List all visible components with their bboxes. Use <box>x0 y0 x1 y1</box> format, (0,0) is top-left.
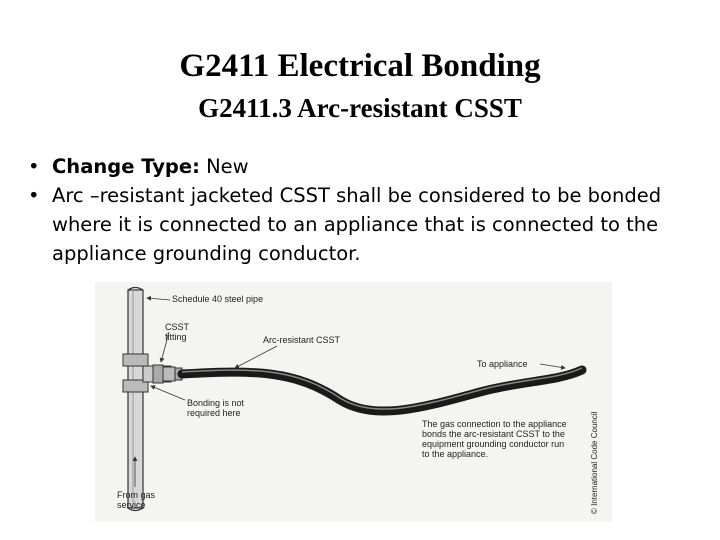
note-line-4: to the appliance. <box>422 449 489 459</box>
bullet-text: Arc –resistant jacketed CSST shall be considered to be bonded where it is connected to an appliance that is connected to the appliance grounding conductor. <box>52 184 662 265</box>
source-label-1: From gas <box>117 490 156 500</box>
source-label-2: service <box>117 500 146 510</box>
copyright-label: © International Code Council <box>590 411 599 514</box>
bullet-list <box>28 152 668 268</box>
pipe-leader <box>147 298 170 300</box>
csst-leader <box>235 346 277 368</box>
diagram-svg <box>95 282 612 522</box>
bullet-text: New <box>199 155 249 178</box>
csst-label: Arc-resistant CSST <box>263 335 341 345</box>
bonding-label-2: required here <box>187 408 241 418</box>
bullet-label: Change Type: <box>52 155 200 178</box>
slide-title: G2411 Electrical Bonding <box>179 48 541 84</box>
note-line-3: equipment grounding conductor run <box>422 439 565 449</box>
bonding-label-1: Bonding is not <box>187 398 245 408</box>
note-line-2: bonds the arc-resistant CSST to the <box>422 429 565 439</box>
bullet-change-type <box>28 152 668 181</box>
appliance-label: To appliance <box>477 359 528 369</box>
bullet-bonding-rule <box>28 181 668 268</box>
appliance-leader <box>540 364 565 368</box>
slide-subtitle: G2411.3 Arc-resistant CSST <box>198 93 522 123</box>
csst-bonding-diagram <box>95 282 612 522</box>
bonding-leader <box>151 386 185 400</box>
fitting-label-2: fitting <box>165 332 187 342</box>
fitting-label-1: CSST <box>165 322 190 332</box>
pipe-label: Schedule 40 steel pipe <box>172 294 264 304</box>
note-line-1: The gas connection to the appliance <box>422 419 567 429</box>
steel-pipe <box>128 288 143 511</box>
